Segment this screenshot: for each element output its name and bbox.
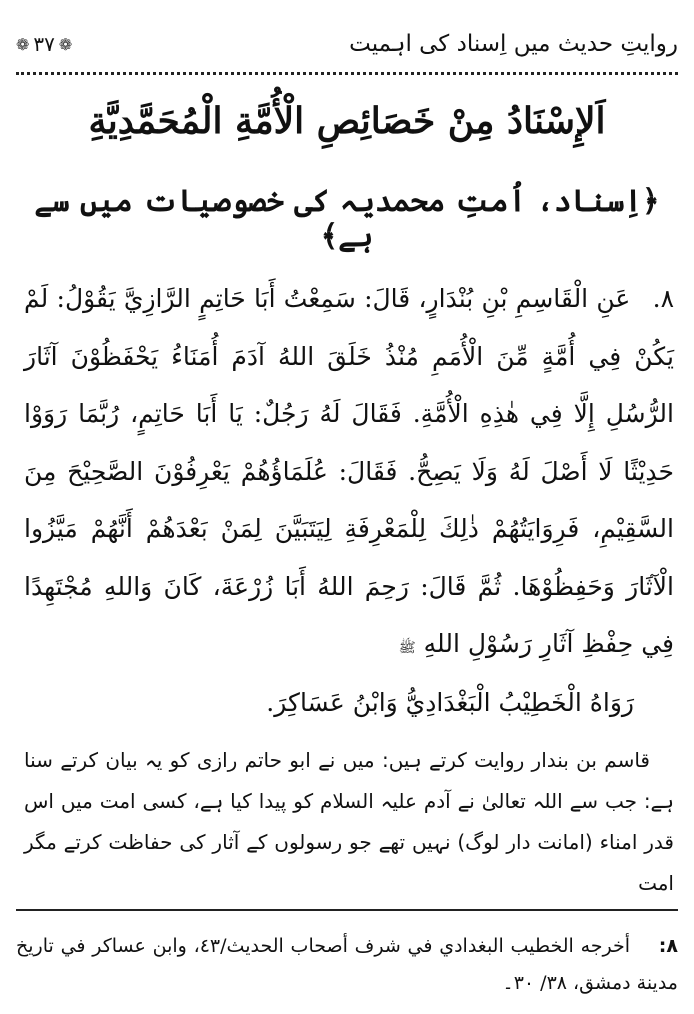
hadith-text: عَنِ الْقَاسِمِ بْنِ بُنْدَارٍ، قَالَ: سَمِعْتُ أَبَا حَاتِمٍ الرَّازِيَّ يَقُوْلُ: لَمْ يَكُنْ فِي أُمَّةٍ مِّنَ الْأُمَمِ مُنْذُ خَلَقَ اللهُ آدَمَ أُمَنَاءُ يَحْفَظُوْنَ آثَارَ الرُّسُلِ إِلَّا فِي هٰذِهِ الْأُمَّةِ. فَقَالَ لَهُ رَجُلٌ: يَا أَبَا حَاتِمٍ، رُبَّمَا رَوَوْا حَدِيْثًا لَا أَصْلَ لَهُ وَلَا يَصِحُّ. فَقَالَ: عُلَمَاؤُهُمْ يَعْرِفُوْنَ الصَّحِيْحَ مِنَ السَّقِيْمِ، فَرِوَايَتُهُمْ ذٰلِكَ لِلْمَعْرِفَةِ لِيَتَبَيَّنَ لِمَنْ بَعْدَهُمْ أَنَّهُمْ مَيَّزُوا الْآثَارَ وَحَفِظُوْهَا. ثُمَّ قَالَ: رَحِمَ اللهُ أَبَا زُرْعَةَ، كَانَ وَاللهِ مُجْتَهِدًا فِي حِفْظِ آثَارِ رَسُوْلِ اللهِ	[24, 284, 674, 658]
hadith-number: ٨.	[652, 284, 674, 313]
hadith-source: رَوَاهُ الْخَطِيْبُ الْبَغْدَادِيُّ وَابْنُ عَسَاكِرَ.	[266, 688, 634, 717]
page-number-box	[16, 32, 72, 56]
floral-bracket-icon: ❁	[16, 34, 30, 54]
running-title: روایتِ حدیث میں اِسناد کی اہمیت	[349, 31, 678, 57]
footnote	[16, 928, 678, 1002]
footnote-text: أخرجه الخطيب البغدادي في شرف أصحاب الحديث/٤٣، وابن عساكر في تاريخ مدينة دمشق، ٣٨/ ٣٠۔	[16, 935, 678, 994]
floral-bracket-icon: ❁	[58, 34, 73, 54]
footnote-divider	[16, 909, 678, 911]
salawat-icon: ﷺ	[398, 640, 416, 656]
header-divider	[16, 72, 678, 75]
urdu-heading: ﴿اِسناد، اُمتِ محمدیہ کی خصوصیات میں سے ہے﴾	[34, 184, 660, 254]
footnote-marker: ٨:	[658, 935, 679, 957]
arabic-heading: اَلإِسْنَادُ مِنْ خَصَائِصِ الْأُمَّةِ الْمُحَمَّدِيَّةِ	[88, 100, 606, 142]
hadith-text-block	[24, 270, 674, 678]
page-header	[16, 22, 678, 66]
urdu-translation-text: قاسم بن بندار روایت کرتے ہیں: میں نے ابو حاتم رازی کو یہ بیان کرتے سنا ہے: جب سے اللہ تعالیٰ نے آدم علیہ السلام کو پیدا کیا ہے، کسی امت میں اس قدر امناء (امانت دار لوگ) نہیں تھے جو رسولوں کے آثار کی حفاظت کرتے مگر امت	[24, 748, 674, 895]
urdu-translation	[24, 740, 674, 904]
page-number: ۳۷	[33, 32, 55, 56]
